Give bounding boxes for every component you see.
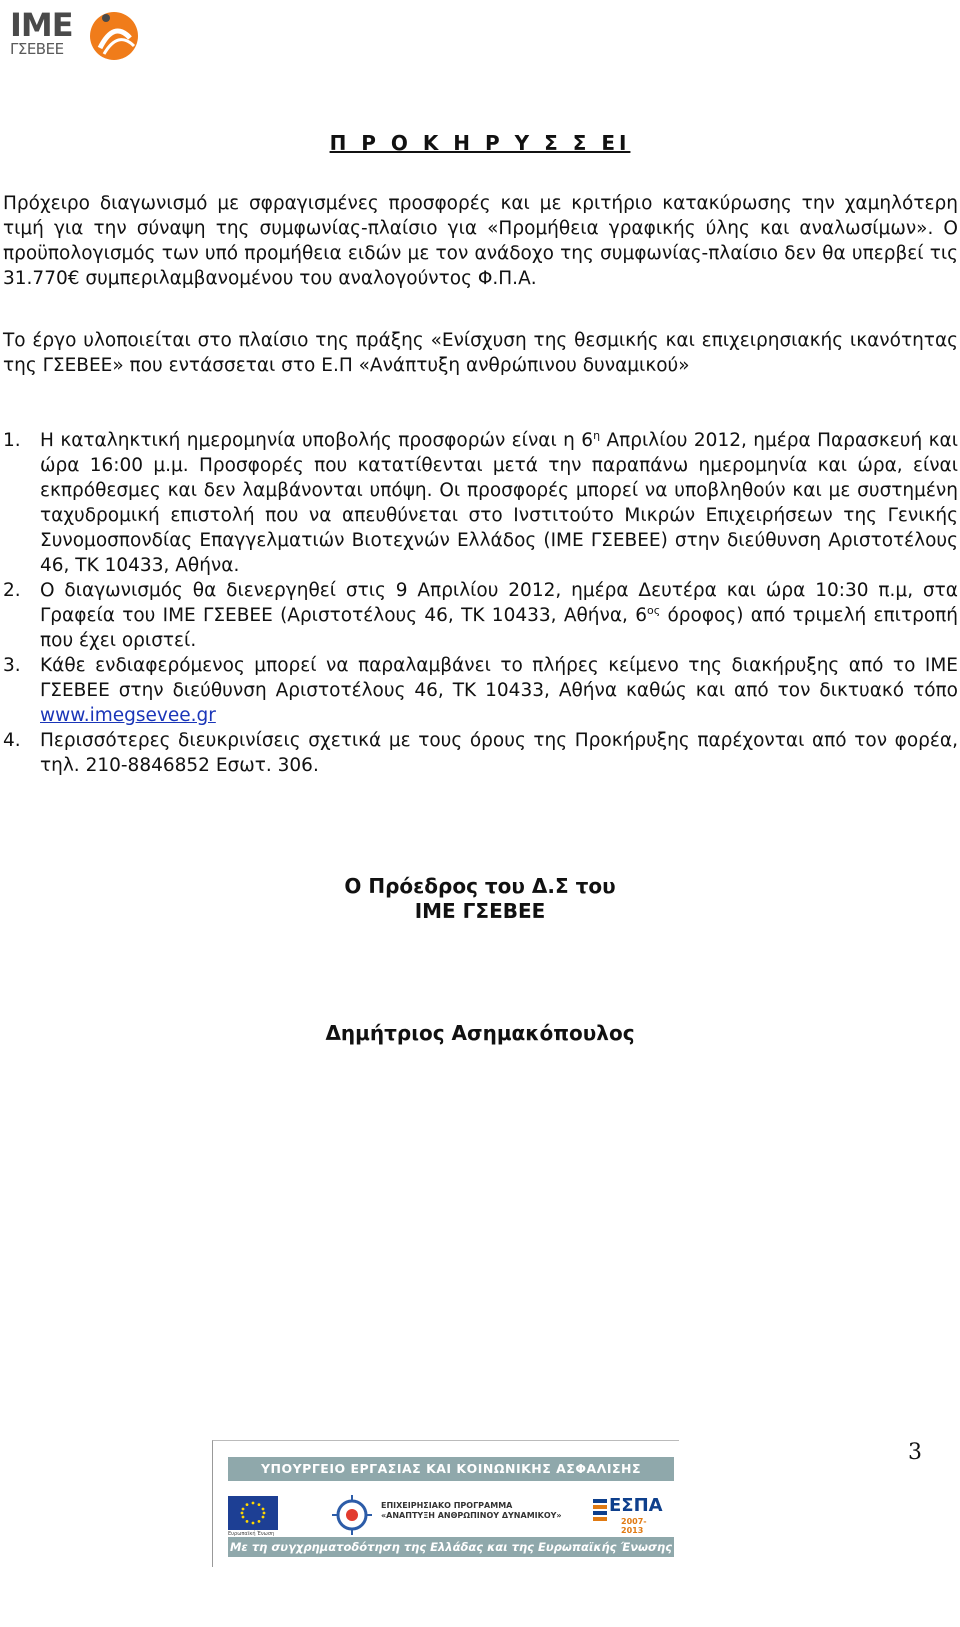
item-text: Κάθε ενδιαφερόμενος μπορεί να παραλαμβάνει το πλήρες κείμενο της διακήρυξης από το ΙΜΕ ΓΣΕΒΕΕ στην διεύθυνση Αριστοτέλους 46, ΤΚ 10433, Αθήνα καθώς και από τον δικτυακό τόπο <box>40 655 958 701</box>
eu-flag-icon <box>228 1496 278 1530</box>
espa-word: ΕΣΠΑ <box>609 1495 663 1516</box>
espa-logo <box>593 1495 663 1535</box>
list-item <box>3 578 958 653</box>
espa-years: 2007-2013 <box>621 1517 647 1535</box>
item-text: Περισσότερες διευκρινίσεις σχετικά με τους όρους της Προκήρυξης παρέχονται από τον φορέα, τηλ. 210-8846852 Εσωτ. 306. <box>40 730 958 776</box>
signatory-name: Δημήτριος Ασημακόπουλος <box>325 1021 635 1045</box>
operational-programme-text <box>381 1501 562 1521</box>
item-text: Ο διαγωνισμός θα διενεργηθεί στις 9 Απριλίου 2012, ημέρα Δευτέρα και ώρα 10:30 π.μ, στα Γραφεία του ΙΜΕ ΓΣΕΒΕΕ (Αριστοτέλους 46, ΤΚ 10433, Αθήνα, 6 <box>40 580 958 626</box>
item-text-cont: όροφος) από τριμελή επιτροπή που έχει οριστεί. <box>40 605 959 651</box>
item-text: Η καταληκτική ημερομηνία υποβολής προσφορών είναι η 6 <box>40 430 594 451</box>
superscript: η <box>593 428 601 442</box>
terms-list <box>3 428 958 778</box>
item-number: 2. <box>3 580 21 601</box>
list-item <box>3 728 958 778</box>
eu-caption: Ευρωπαϊκή Ένωση <box>228 1531 275 1537</box>
superscript: ος <box>647 603 661 617</box>
logo-text-sub: ΓΣΕΒΕΕ <box>10 40 64 58</box>
op-line-1: ΕΠΙΧΕΙΡΗΣΙΑΚΟ ΠΡΟΓΡΑΜΜΑ <box>381 1501 513 1510</box>
website-link[interactable]: www.imegsevee.gr <box>40 705 216 726</box>
espa-bars-icon <box>593 1499 607 1523</box>
op-line-2: «ΑΝΑΠΤΥΞΗ ΑΝΘΡΩΠΙΝΟΥ ΔΥΝΑΜΙΚΟΥ» <box>381 1511 562 1520</box>
cofunding-band: Με τη συγχρηματοδότηση της Ελλάδας και της Ευρωπαϊκής Ένωσης <box>228 1537 674 1557</box>
project-paragraph: Το έργο υλοποιείται στο πλαίσιο της πράξης «Ενίσχυση της θεσμικής και επιχειρησιακής ικανότητας της ΓΣΕΒΕΕ» που εντάσσεται στο Ε.Π «Ανάπτυξη ανθρώπινου δυναμικού» <box>3 330 958 376</box>
list-item <box>3 653 958 728</box>
signature-role: Ο Πρόεδρος του Δ.Σ του <box>344 874 616 898</box>
item-number: 3. <box>3 655 21 676</box>
ministry-band: ΥΠΟΥΡΓΕΙΟ ΕΡΓΑΣΙΑΣ ΚΑΙ ΚΟΙΝΩΝΙΚΗΣ ΑΣΦΑΛΙΣΗΣ <box>228 1457 674 1481</box>
intro-paragraph: Πρόχειρο διαγωνισμό με σφραγισμένες προσφορές και με κριτήριο κατακύρωσης την χαμηλότερη τιμή για την σύναψη της συμφωνίας-πλαίσιο για «Προμήθεια γραφικής ύλης και αναλωσίμων». Ο προϋπολογισμός των υπό προμήθεια ειδών με τον ανάδοχο της συμφωνίας-πλαίσιο δεν θα υπερβεί τις 31.770€ συμπεριλαμβανομένου του αναλογούντος Φ.Π.Α. <box>3 193 958 289</box>
item-number: 4. <box>3 730 21 751</box>
funding-banner <box>212 1440 679 1567</box>
signature-organization: ΙΜΕ ΓΣΕΒΕΕ <box>414 899 546 923</box>
page-number: 3 <box>908 1440 922 1465</box>
logo-text-main: IME <box>10 6 73 44</box>
logo-mark-icon <box>88 8 140 62</box>
operational-programme-logo-icon <box>330 1493 374 1537</box>
list-item <box>3 428 958 578</box>
announcement-title: Π Ρ Ο Κ Η Ρ Υ Σ Σ ΕΙ <box>329 131 631 155</box>
ime-gsevee-logo <box>10 6 135 64</box>
item-text-cont: Απριλίου 2012, ημέρα Παρασκευή και ώρα 16:00 μ.μ. Προσφορές που κατατίθενται μετά την παραπάνω ημερομηνία και ώρα, είναι εκπρόθεσμες και δεν λαμβάνονται υπόψη. Οι προσφορές μπορεί να υποβληθούν και με συστημένη ταχυδρομική επιστολή που να απευθύνεται στο Ινστιτούτο Μικρών Επιχειρήσεων της Γενικής Συνομοσπονδίας Επαγγελματιών Βιοτεχνών Ελλάδος (ΙΜΕ ΓΣΕΒΕΕ) στην διεύθυνση Αριστοτέλους 46, ΤΚ 10433, Αθήνα. <box>40 430 958 576</box>
item-number: 1. <box>3 430 21 451</box>
